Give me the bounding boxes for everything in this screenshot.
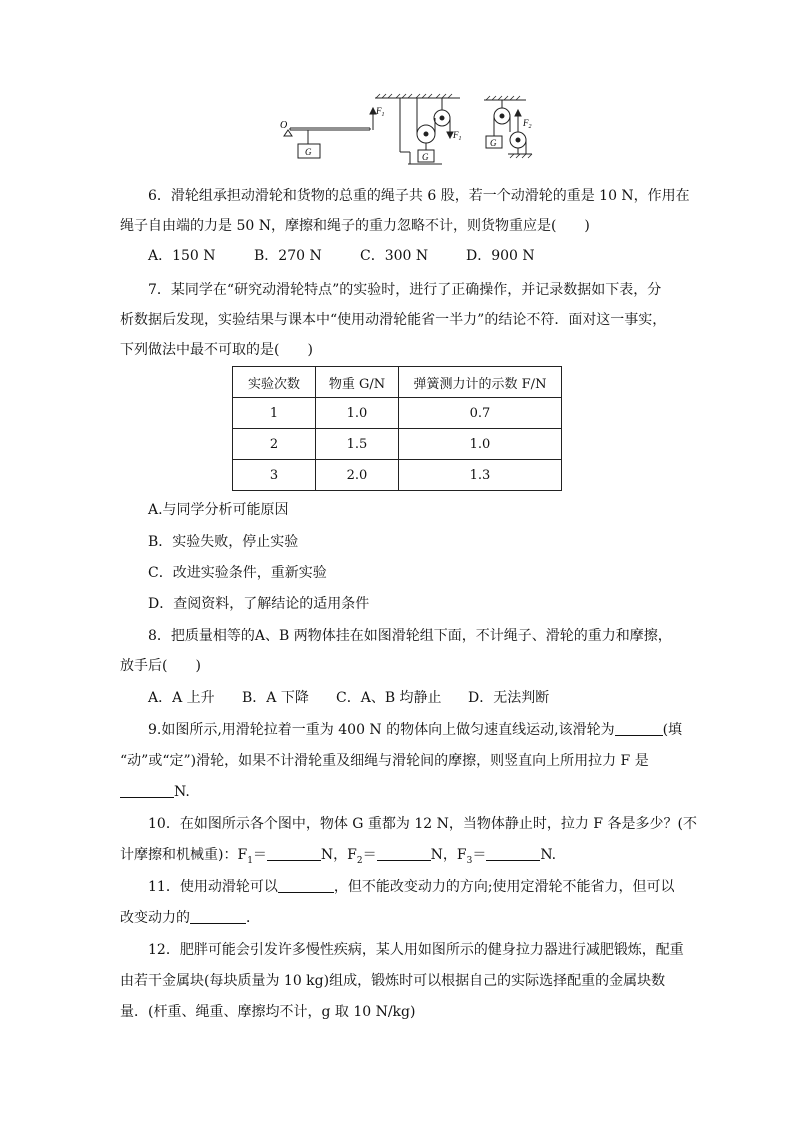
q8-option-b[interactable]: B．A 下降 [242,690,309,706]
table-cell: 1.0 [316,398,399,429]
table-cell: 1.5 [316,429,399,460]
q11-line-2-tail: ． [246,910,260,926]
q11-blank-2[interactable] [190,909,246,924]
q12-line-2: 由若干金属块(每块质量为 10 kg)组成，锻炼时可以根据自己的实际选择配重的金属块数 [120,973,666,989]
q10-sub-1: 1 [247,855,253,866]
pulley-set-one-weight-label: G [422,152,429,162]
table-header-cell: 物重 G/N [316,367,399,398]
q6-option-d[interactable]: D．900 N [466,248,535,264]
table-header-row [233,367,562,398]
q9-line-1-tail: (填 [662,722,683,738]
q8-line-2: 放手后( ) [120,658,201,674]
q7-option-a[interactable]: A.与同学分析可能原因 [148,502,289,518]
q10-line-1: 10．在如图所示各个图中，物体 G 重都为 12 N，当物体静止时，拉力 F 各是多少？(不 [148,816,697,832]
q11-line-1-tail: ，但不能改变动力的方向;使用定滑轮不能省力，但可以 [333,879,675,895]
pulley-set-one [375,94,460,164]
q7-line-2: 析数据后发现，实验结果与课本中“使用动滑轮能省一半力”的结论不符．面对这一事实， [120,312,667,328]
table-row [233,398,562,429]
q6-options [148,246,535,266]
table-cell: 1.3 [399,460,562,491]
table-row [233,429,562,460]
table-cell: 0.7 [399,398,562,429]
table-cell: 1.0 [399,429,562,460]
lever-pivot-label: O [280,120,288,131]
q9-line-2: “动”或“定”)滑轮，如果不计滑轮重及细绳与滑轮间的摩擦，则竖直向上所用拉力 F 是 [120,753,649,769]
q9-line-3-unit: N. [174,784,190,800]
pulley-set-two-force-label: $F_2$ [523,118,532,130]
table-cell: 1 [233,398,316,429]
q7-option-d[interactable]: D．查阅资料，了解结论的适用条件 [148,596,370,612]
q8-line-1: 8．把质量相等的A、B 两物体挂在如图滑轮组下面，不计绳子、滑轮的重力和摩擦， [148,628,672,644]
q10-prefix: 计摩擦和机械重)：F [120,847,248,863]
pulley-set-two-weight-label: G [490,138,497,148]
q10-blank-f3[interactable] [486,846,540,861]
q7-option-c[interactable]: C．改进实验条件，重新实验 [148,565,327,581]
q9-line-1-text: 9.如图所示,用滑轮拉着一重为 400 N 的物体向上做匀速直线运动,该滑轮为 [148,722,615,738]
pulley-lever-figure [270,92,540,172]
q8-options [148,688,549,708]
q9-line-3 [120,782,190,802]
lever-force-label: $F_1$ [376,106,385,118]
experiment-data-table [232,366,562,491]
q6-line-2: 绳子自由端的力是 50 N，摩擦和绳子的重力忽略不计，则货物重应是( ) [120,218,590,234]
table-cell: 2 [233,429,316,460]
lever-weight-label: G [305,147,312,157]
table-header-cell: 实验次数 [233,367,316,398]
table-cell: 2.0 [316,460,399,491]
q9-line-1 [148,720,682,740]
q10-line-2 [120,845,556,871]
q10-blank-f2[interactable] [377,846,431,861]
q9-blank-pulley-type[interactable] [615,721,663,736]
q8-option-d[interactable]: D．无法判断 [468,690,550,706]
q10-equals-3: ＝ [472,847,487,863]
q6-line-1: 6．滑轮组承担动滑轮和货物的总重的绳子共 6 股，若一个动滑轮的重是 10 N，作用在 [148,188,690,204]
q12-line-1: 12．肥胖可能会引发许多慢性疾病，某人用如图所示的健身拉力器进行减肥锻炼，配重 [148,942,684,958]
table-header-cell: 弹簧测力计的示数 F/N [399,367,562,398]
q7-option-b[interactable]: B．实验失败，停止实验 [148,534,299,550]
q11-line-2-text: 改变动力的 [120,910,190,926]
q11-blank-1[interactable] [278,878,334,893]
q6-option-c[interactable]: C．300 N [360,248,429,264]
q6-option-b[interactable]: B．270 N [254,248,322,264]
q8-option-a[interactable]: A．A 上升 [148,690,215,706]
q10-blank-f1[interactable] [267,846,321,861]
q12-line-3: 量．(杆重、绳重、摩擦均不计，g 取 10 N/kg) [120,1004,416,1020]
q10-equals-1: ＝ [252,847,267,863]
lever-diagram [284,108,376,158]
q10-equals-2: ＝ [362,847,377,863]
q7-line-1: 7．某同学在“研究动滑轮特点”的实验时，进行了正确操作，并记录数据如下表，分 [148,282,662,298]
pulley-set-one-force-label: $F_1$ [453,130,462,142]
table-row [233,460,562,491]
q11-line-2 [120,908,260,928]
q8-option-c[interactable]: C．A、B 均静止 [336,690,442,706]
q7-line-3: 下列做法中最不可取的是( ) [120,342,313,358]
q10-sub-3: 3 [466,855,473,866]
q10-sub-2: 2 [356,855,363,866]
q10-sep-2: N，F [430,847,467,863]
q10-sep-1: N，F [320,847,357,863]
q10-tail: N. [540,847,557,863]
q11-line-1-text: 11．使用动滑轮可以 [148,879,278,895]
table-cell: 3 [233,460,316,491]
q11-line-1 [148,877,675,897]
q9-blank-force[interactable] [120,783,174,798]
q6-option-a[interactable]: A．150 N [148,248,216,264]
